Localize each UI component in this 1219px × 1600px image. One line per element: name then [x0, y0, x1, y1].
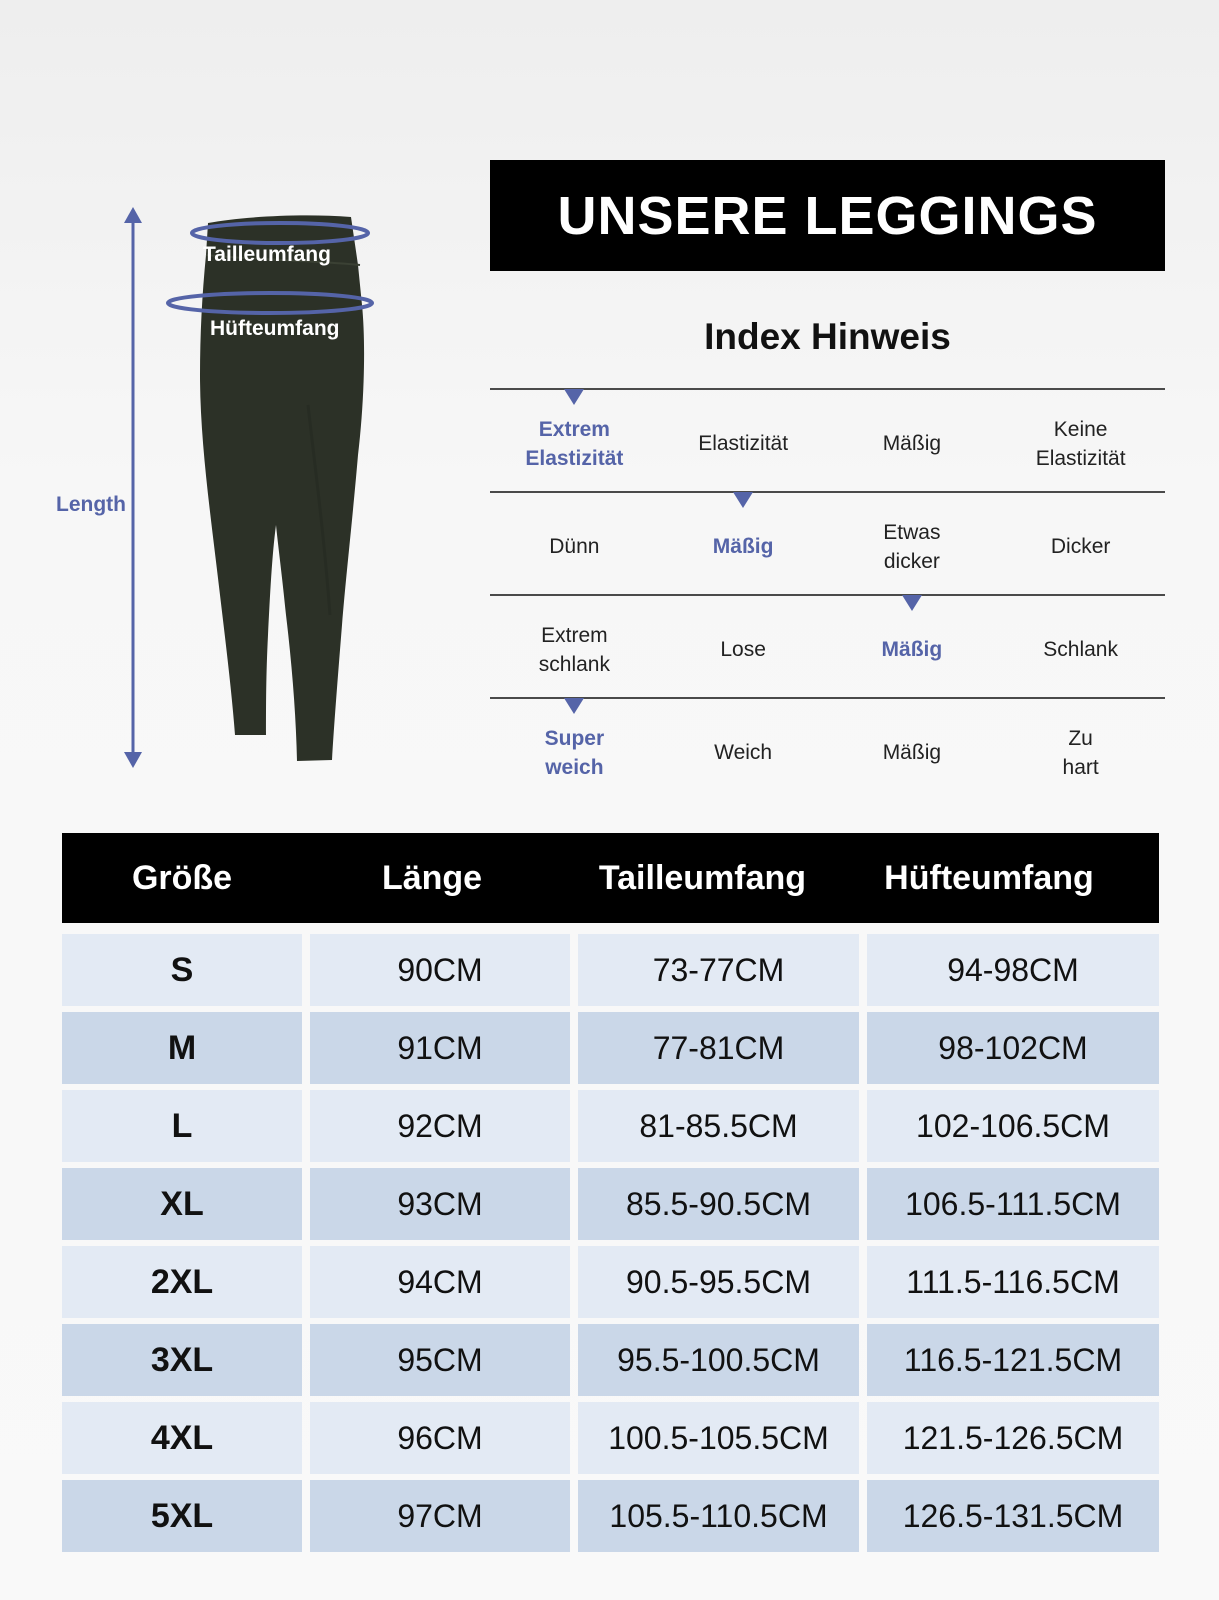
length-cell: 90CM	[310, 934, 570, 1006]
index-cell	[490, 699, 659, 800]
hip-label: Hüfteumfang	[210, 317, 340, 340]
index-cell-label: Elastizität	[698, 432, 789, 455]
length-cell: 95CM	[310, 1324, 570, 1396]
table-row	[62, 934, 1159, 1006]
header-length: Länge	[381, 858, 483, 897]
index-cell-label: Mäßig	[712, 535, 774, 558]
index-cell-label: Lose	[720, 638, 766, 661]
index-cell-label: Mäßig	[882, 432, 942, 455]
hip-cell: 111.5-116.5CM	[867, 1246, 1159, 1318]
index-cell	[996, 493, 1165, 594]
index-cell-label: Extrem schlank	[538, 623, 610, 676]
selected-marker-icon	[564, 698, 584, 714]
index-cell-label: Super weich	[544, 726, 605, 779]
hip-cell: 98-102CM	[867, 1012, 1159, 1084]
waist-cell: 95.5-100.5CM	[578, 1324, 859, 1396]
index-cell-label: Mäßig	[882, 741, 942, 764]
index-cell	[996, 390, 1165, 491]
selected-marker-icon	[564, 389, 584, 405]
index-cell	[490, 493, 659, 594]
length-cell: 92CM	[310, 1090, 570, 1162]
index-cell	[828, 493, 997, 594]
index-cell-label: Extrem Elastizität	[525, 417, 624, 470]
title-banner	[490, 160, 1165, 271]
index-cell-label: Keine Elastizität	[1035, 417, 1126, 470]
index-cell-label: Etwas dicker	[883, 520, 941, 573]
index-cell-label: Dicker	[1050, 535, 1111, 558]
waist-cell: 100.5-105.5CM	[578, 1402, 859, 1474]
index-row	[490, 491, 1165, 594]
table-row	[62, 1246, 1159, 1318]
index-cell	[659, 596, 828, 697]
waist-cell: 90.5-95.5CM	[578, 1246, 859, 1318]
waist-cell: 85.5-90.5CM	[578, 1168, 859, 1240]
index-row	[490, 697, 1165, 800]
index-cell	[996, 699, 1165, 800]
hip-cell: 106.5-111.5CM	[867, 1168, 1159, 1240]
waist-cell: 81-85.5CM	[578, 1090, 859, 1162]
index-cell	[490, 596, 659, 697]
index-cell-label: Zu hart	[1062, 726, 1099, 779]
index-cell	[828, 596, 997, 697]
leggings-illustration	[40, 195, 440, 795]
size-table-body	[62, 934, 1159, 1552]
size-cell: M	[62, 1012, 302, 1084]
index-cell	[828, 390, 997, 491]
table-row	[62, 1012, 1159, 1084]
index-row	[490, 388, 1165, 491]
table-row	[62, 1168, 1159, 1240]
waist-cell: 77-81CM	[578, 1012, 859, 1084]
header-hip: Hüfteumfang	[884, 858, 1094, 897]
table-row	[62, 1090, 1159, 1162]
arrow-up-icon	[124, 207, 142, 223]
index-cell-label: Dünn	[549, 535, 600, 558]
index-cell-label: Mäßig	[881, 638, 943, 661]
size-table	[62, 833, 1159, 1558]
length-cell: 97CM	[310, 1480, 570, 1552]
index-cell	[996, 596, 1165, 697]
index-cell	[490, 390, 659, 491]
length-cell: 91CM	[310, 1012, 570, 1084]
size-cell: XL	[62, 1168, 302, 1240]
size-cell: S	[62, 934, 302, 1006]
index-title: Index Hinweis	[704, 316, 951, 357]
size-cell: 4XL	[62, 1402, 302, 1474]
header-size: Größe	[131, 858, 233, 897]
length-cell: 96CM	[310, 1402, 570, 1474]
size-cell: 2XL	[62, 1246, 302, 1318]
length-label: Length	[56, 493, 126, 516]
selected-marker-icon	[733, 492, 753, 508]
index-cell	[659, 493, 828, 594]
table-row	[62, 1324, 1159, 1396]
size-table-header	[62, 833, 1159, 923]
page-title: UNSERE LEGGINGS	[557, 185, 1098, 246]
index-cell-label: Schlank	[1043, 638, 1118, 661]
index-cell	[659, 390, 828, 491]
length-cell: 94CM	[310, 1246, 570, 1318]
hip-cell: 94-98CM	[867, 934, 1159, 1006]
index-row	[490, 594, 1165, 697]
index-cell-label: Weich	[714, 741, 773, 764]
index-cell	[659, 699, 828, 800]
header-waist: Tailleumfang	[598, 858, 807, 897]
waist-label: Tailleumfang	[203, 243, 331, 266]
size-cell: 5XL	[62, 1480, 302, 1552]
hip-cell: 116.5-121.5CM	[867, 1324, 1159, 1396]
hip-cell: 121.5-126.5CM	[867, 1402, 1159, 1474]
selected-marker-icon	[902, 595, 922, 611]
waist-cell: 73-77CM	[578, 934, 859, 1006]
hip-cell: 102-106.5CM	[867, 1090, 1159, 1162]
table-row	[62, 1402, 1159, 1474]
size-cell: L	[62, 1090, 302, 1162]
table-row	[62, 1480, 1159, 1552]
hip-cell: 126.5-131.5CM	[867, 1480, 1159, 1552]
index-cell	[828, 699, 997, 800]
waist-cell: 105.5-110.5CM	[578, 1480, 859, 1552]
arrow-down-icon	[124, 752, 142, 768]
index-grid	[490, 388, 1165, 800]
size-cell: 3XL	[62, 1324, 302, 1396]
length-cell: 93CM	[310, 1168, 570, 1240]
